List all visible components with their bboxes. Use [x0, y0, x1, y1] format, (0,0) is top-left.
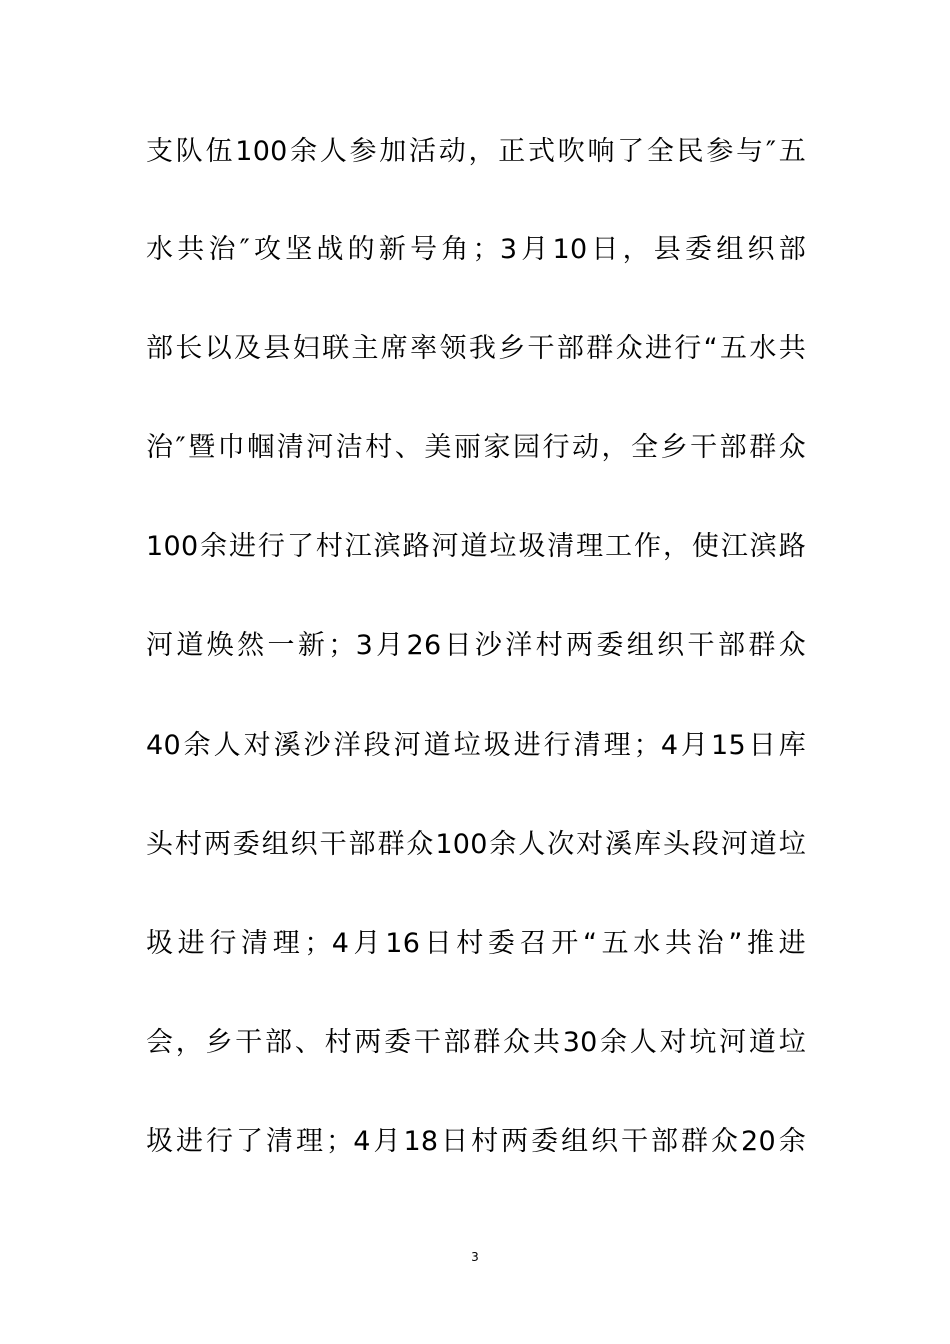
- text-line: 40余人对溪沙洋段河道垃圾进行清理；4月15日库: [146, 730, 806, 761]
- text-line: 治″暨巾帼清河洁村、美丽家园行动，全乡干部群众: [146, 432, 806, 463]
- text-line: 头村两委组织干部群众100余人次对溪库头段河道垃: [146, 829, 806, 860]
- text-line: 支队伍100余人参加活动，正式吹响了全民参与″五: [146, 136, 806, 167]
- text-line: 会，乡干部、村两委干部群众共30余人对坑河道垃: [146, 1027, 806, 1058]
- text-line: 河道焕然一新；3月26日沙洋村两委组织干部群众: [146, 630, 806, 661]
- text-line: 圾进行了清理；4月18日村两委组织干部群众20余: [146, 1126, 806, 1157]
- text-line: 圾进行清理；4月16日村委召开“五水共治”推进: [146, 928, 806, 959]
- text-line: 水共治″攻坚战的新号角；3月10日，县委组织部: [146, 234, 806, 265]
- page-number: 3: [471, 1250, 479, 1264]
- text-line: 部长以及县妇联主席率领我乡干部群众进行“五水共: [146, 333, 806, 364]
- text-line: 100余进行了村江滨路河道垃圾清理工作，使江滨路: [146, 531, 806, 562]
